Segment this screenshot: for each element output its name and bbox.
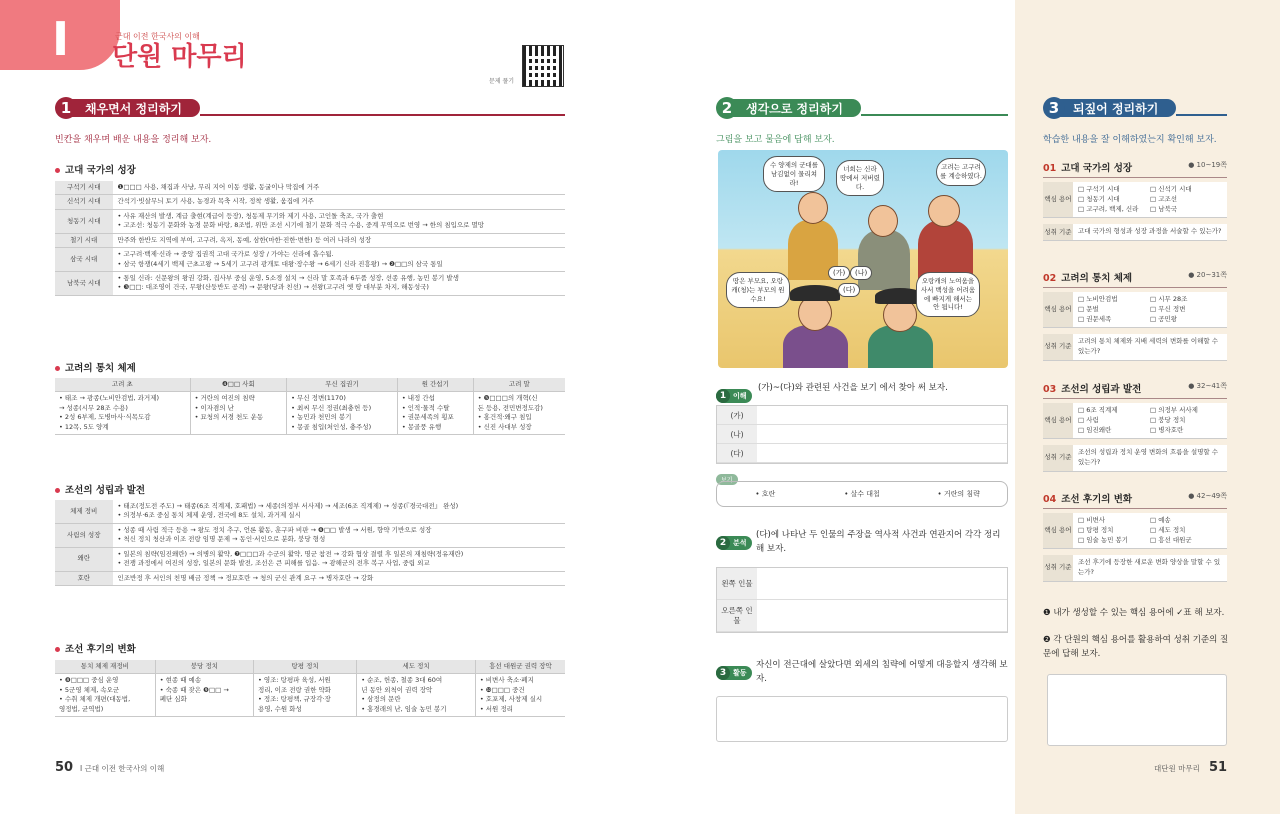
footer-left-text: Ⅰ 근대 이전 한국사의 이해 bbox=[80, 764, 165, 773]
cell-line: • 홍건적·왜구 침입 bbox=[477, 413, 532, 422]
cell-line: • ❿□□□ 중건 bbox=[479, 685, 525, 694]
q1-badge: 1 이해 bbox=[716, 383, 752, 403]
row-line: • 고구려·백제·신라 → 중앙 집권적 고대 국가로 성장 / 가야는 신라에 흡수됨. bbox=[117, 250, 334, 259]
section-1-header bbox=[55, 97, 565, 119]
answer-row[interactable] bbox=[717, 600, 1007, 632]
q2-text: (다)에 나타난 두 인물의 주장을 역사적 사건과 연관지어 각각 정리해 보자. bbox=[756, 530, 1001, 555]
table-cell bbox=[55, 392, 190, 435]
label-ga: (가) bbox=[828, 266, 850, 280]
term-checkbox[interactable]: □ 임술 농민 봉기 bbox=[1078, 535, 1129, 544]
row-line: • 통일 신라: 신문왕의 왕권 강화, 집사부 중심 운영, 5소경 설치 → 신라 말 호족과 6두품 성장, 선종 유행, 농민 봉기 발생 bbox=[117, 273, 459, 282]
page-title: 단원 마무리 bbox=[112, 42, 247, 72]
term-checkbox[interactable]: □ 사림 bbox=[1078, 415, 1099, 424]
bogi-box bbox=[716, 481, 1008, 507]
bogi-label: 보기 bbox=[716, 474, 738, 485]
speech-bubble-2: 너희는 신라 땅에서 저버렸다. bbox=[836, 160, 884, 196]
table-cell bbox=[55, 674, 155, 717]
cell-line: • 영조: 탕평파 육성, 서원 bbox=[257, 676, 331, 685]
row-content bbox=[113, 523, 565, 547]
table-row bbox=[55, 248, 565, 272]
cell-line: • 거란의 여진의 침략 bbox=[194, 394, 255, 403]
check-number: 04 bbox=[1043, 494, 1057, 505]
answer-label: (가) bbox=[717, 406, 757, 424]
term-checkbox[interactable]: □ 노비안검법 bbox=[1078, 295, 1118, 303]
cell-line: • 최씨 무신 정권(최충헌 등) bbox=[291, 403, 372, 412]
row-content bbox=[113, 571, 565, 585]
answer-box[interactable] bbox=[1047, 674, 1227, 746]
check-heading bbox=[1043, 381, 1227, 399]
row-line: • 성종 때 사림 적극 등용 → 왕도 정치 추구, 언론 활동, 훈구파 비판 → ❻□□ 발생 → 서원, 향약 기반으로 성장 bbox=[117, 525, 432, 534]
qr-code-icon[interactable] bbox=[522, 45, 564, 87]
qr-label: 문제 풀기 bbox=[489, 78, 515, 85]
warrior-figure bbox=[918, 220, 973, 280]
term-checkbox[interactable]: □ 문벌 bbox=[1078, 304, 1099, 313]
check-title: 고려의 통치 체제 bbox=[1061, 273, 1133, 284]
section-1-intro: 빈칸을 채우며 배운 내용을 정리해 보자. bbox=[55, 135, 212, 145]
cell-line: • 무신 정변(1170) bbox=[291, 394, 346, 403]
cell-line: • 비변사 축소·폐지 bbox=[479, 676, 534, 685]
criteria-text: 조선의 성립과 정치 운영 변화의 흐름을 설명할 수 있는가? bbox=[1073, 445, 1227, 471]
row-line: • 고조선: 청동기 문화와 농경 문화 바탕, 8조법, 위만 조선 시기에 철기 문화 적극 수용, 중계 무역으로 번영 → 한의 침입으로 멸망 bbox=[117, 221, 485, 230]
q3-badge: 3 활동 bbox=[716, 660, 752, 680]
joseon-table bbox=[55, 500, 565, 586]
unit-pretitle: 근대 이전 한국사의 이해 bbox=[115, 32, 200, 41]
bogi-item: • 호란 bbox=[755, 490, 776, 498]
q2-badge: 2 분석 bbox=[716, 530, 752, 550]
row-header: 왜란 bbox=[55, 547, 113, 571]
cell-line: • 권문세족의 횡포 bbox=[401, 413, 454, 422]
table-cell bbox=[190, 392, 287, 435]
cell-line: • ❺□□□의 개혁(신 bbox=[477, 394, 538, 403]
section-2-intro: 그림을 보고 물음에 답해 보자. bbox=[716, 135, 835, 145]
column-header: 고려 말 bbox=[473, 378, 565, 392]
check-pages: ● 42~49쪽 bbox=[1188, 492, 1227, 500]
answer-row[interactable] bbox=[717, 406, 1007, 425]
section-2-number: 2 bbox=[716, 97, 738, 119]
row-header: 남북국 시대 bbox=[55, 271, 113, 295]
answer-label: 오른쪽 인물 bbox=[717, 600, 757, 631]
check-heading bbox=[1043, 491, 1227, 509]
table-row bbox=[55, 181, 565, 195]
row-line: • 삼국 항쟁(4세기 백제 근초고왕 → 5세기 고구려 광개토 대왕·장수왕 → 6세기 신라 진흥왕) → ❷□□의 삼국 통일 bbox=[117, 259, 443, 268]
row-header: 삼국 시대 bbox=[55, 248, 113, 272]
check-title: 조선 후기의 변화 bbox=[1061, 494, 1133, 505]
row-content bbox=[113, 181, 565, 195]
row-header: 구석기 시대 bbox=[55, 181, 113, 195]
section-3-intro: 학습한 내용을 잘 이해하였는지 확인해 보자. bbox=[1043, 135, 1217, 145]
cell-line: 돈 등용, 전민변정도감) bbox=[477, 403, 543, 412]
row-content bbox=[113, 248, 565, 272]
cell-line: 정리, 이조 전랑 권한 약화 bbox=[257, 685, 332, 694]
row-line: • 전쟁 과정에서 여진의 성장, 일본의 문화 발전, 조선은 큰 피해를 입음. → 광해군의 전후 복구 사업, 중립 외교 bbox=[117, 559, 430, 568]
heading-ancient: 고대 국가의 성장 bbox=[55, 162, 136, 176]
speech-bubble-1: 수 양제의 군대를 남김없이 물리쳐라! bbox=[763, 156, 825, 192]
cell-line: • 정조: 탕평책, 규장각·장 bbox=[257, 695, 331, 704]
check-pages: ● 10~19쪽 bbox=[1188, 161, 1227, 169]
cell-line: 영정법, 균역법) bbox=[59, 704, 104, 713]
answer-row[interactable] bbox=[717, 425, 1007, 444]
row-header: 체제 정비 bbox=[55, 500, 113, 523]
column-header: 통치 체제 재정비 bbox=[55, 660, 155, 674]
cell-line: • ❽□□□ 중심 운영 bbox=[59, 676, 119, 685]
footer-right-text: 대단원 마무리 bbox=[1154, 764, 1200, 773]
cell-line: 용영, 수원 화성 bbox=[257, 704, 302, 713]
term-checkbox[interactable]: □ 임진왜란 bbox=[1078, 425, 1112, 434]
table-cell bbox=[473, 392, 565, 435]
check-block bbox=[1043, 270, 1227, 361]
row-header: 사림의 성장 bbox=[55, 523, 113, 547]
term-checkbox[interactable]: □ 탕평 정치 bbox=[1078, 525, 1114, 534]
term-checkbox[interactable]: □ 남북국 bbox=[1150, 204, 1178, 213]
speech-bubble-5: 오랑캐의 노여움을 사서 백성을 어려움에 빠지게 해서는 안 됩니다! bbox=[916, 272, 980, 317]
column-header: 탕평 정치 bbox=[253, 660, 356, 674]
row-content bbox=[113, 547, 565, 571]
term-checkbox[interactable]: □ 흥선 대원군 bbox=[1150, 535, 1192, 544]
heading-late: 조선 후기의 변화 bbox=[55, 641, 136, 655]
table-row bbox=[55, 500, 565, 523]
table-row bbox=[55, 523, 565, 547]
check-number: 02 bbox=[1043, 273, 1057, 284]
row-content bbox=[113, 271, 565, 295]
diplomat-figure bbox=[858, 230, 910, 290]
cell-line: 폐단 심화 bbox=[159, 695, 187, 704]
check-title: 조선의 성립과 발전 bbox=[1061, 384, 1142, 395]
cell-line: → 성종(시무 28조 수용) bbox=[59, 403, 128, 412]
row-header: 신석기 시대 bbox=[55, 195, 113, 209]
term-checkbox[interactable]: □ 의정부 서사제 bbox=[1150, 406, 1198, 414]
section-3-title: 되짚어 정리하기 bbox=[1059, 99, 1176, 117]
check-pages: ● 32~41쪽 bbox=[1188, 382, 1227, 390]
table-row bbox=[55, 571, 565, 585]
row-line: 간석기·빗살무늬 토기 사용, 농경과 목축 시작, 정착 생활, 움집에 거주 bbox=[117, 197, 314, 206]
historical-illustration bbox=[718, 150, 1008, 368]
terms-label: 핵심 용어 bbox=[1043, 513, 1073, 548]
late-joseon-table bbox=[55, 660, 565, 717]
row-line: • 척신 정치 청산과 이조 전랑 임명 문제 → 동인·서인으로 분화, 붕당 형성 bbox=[117, 535, 326, 544]
note-1: ❶ 내가 생성할 수 있는 핵심 용어에 ✓표 해 보자. bbox=[1043, 608, 1225, 618]
speech-bubble-4: 땅은 부모요, 오랑캐(청)는 부모의 원수요! bbox=[726, 272, 790, 308]
terms-label: 핵심 용어 bbox=[1043, 182, 1073, 217]
unit-number: Ⅰ bbox=[52, 12, 70, 66]
table-row bbox=[55, 209, 565, 233]
label-da: (다) bbox=[838, 283, 860, 297]
heading-goryeo: 고려의 통치 체제 bbox=[55, 360, 136, 374]
speech-bubble-3: 고려는 고구려를 계승하였다. bbox=[936, 158, 986, 186]
q1-text: (가)~(다)와 관련된 사건을 보기 에서 찾아 써 보자. bbox=[758, 383, 948, 393]
row-header: 호란 bbox=[55, 571, 113, 585]
check-block bbox=[1043, 491, 1227, 582]
section-2-header bbox=[716, 97, 1008, 119]
row-line: 인조반정 후 서인의 친명 배금 정책 → 정묘호란 → 청의 군신 관계 요구 → 병자호란 → 강화 bbox=[117, 573, 374, 582]
heading-joseon: 조선의 성립과 발전 bbox=[55, 482, 145, 496]
check-title: 고대 국가의 성장 bbox=[1061, 163, 1133, 174]
cell-line: • 호포제, 사창제 실시 bbox=[479, 695, 543, 704]
check-pages: ● 20~31쪽 bbox=[1188, 271, 1227, 279]
cell-line: • 현종 때 예송 bbox=[159, 676, 202, 685]
table-cell bbox=[357, 674, 476, 717]
row-header: 철기 시대 bbox=[55, 233, 113, 247]
cell-line: • 묘청의 서경 천도 운동 bbox=[194, 413, 264, 422]
criteria-label: 성취 기준 bbox=[1043, 445, 1073, 471]
table-header-row bbox=[55, 660, 565, 674]
table-row bbox=[55, 195, 565, 209]
table-row bbox=[55, 233, 565, 247]
cell-line: • 이자겸의 난 bbox=[194, 403, 234, 412]
cell-line: • 내정 간섭 bbox=[401, 394, 435, 403]
term-checkbox[interactable]: □ 신석기 시대 bbox=[1150, 185, 1192, 193]
term-checkbox[interactable]: □ 무신 정변 bbox=[1150, 304, 1186, 313]
check-number: 01 bbox=[1043, 163, 1057, 174]
cell-line: 년 동안 외척이 권력 장악 bbox=[361, 685, 433, 694]
column-header: 무신 집권기 bbox=[287, 378, 398, 392]
bogi-item: • 살수 대첩 bbox=[844, 490, 880, 498]
cell-line: • 삼정의 문란 bbox=[361, 695, 401, 704]
q2-answer-box[interactable] bbox=[716, 567, 1008, 633]
section-3-number: 3 bbox=[1043, 97, 1065, 119]
term-checkbox[interactable]: □ 비변사 bbox=[1078, 516, 1106, 524]
check-number: 03 bbox=[1043, 384, 1057, 395]
column-header: 붕당 정치 bbox=[155, 660, 253, 674]
table-header-row bbox=[55, 378, 565, 392]
bogi-item: • 거란의 침략 bbox=[937, 490, 980, 498]
section-3-header bbox=[1043, 97, 1227, 119]
cell-line: • 신진 사대부 성장 bbox=[477, 422, 532, 431]
criteria-label: 성취 기준 bbox=[1043, 334, 1073, 360]
column-header: 원 간섭기 bbox=[397, 378, 473, 392]
term-checkbox[interactable]: □ 병자호란 bbox=[1150, 425, 1184, 434]
cell-line: • 순조, 헌종, 철종 3대 60여 bbox=[361, 676, 443, 685]
table-row bbox=[55, 271, 565, 295]
answer-label: (다) bbox=[717, 444, 757, 462]
row-line: • 사유 재산의 발생, 계급 출현(계급이 등장), 청동제 무기와 제기 사용, 고인돌 축조, 국가 출현 bbox=[117, 211, 384, 220]
row-line: • ❸□□: 대조영이 건국, 무왕(산둥반도 공격) → 문왕(당과 친선) → 선왕(고구려 옛 땅 대부분 차지, 해동성국) bbox=[117, 283, 429, 292]
row-line: 만주와 한반도 지역에 부여, 고구려, 옥저, 동예, 삼한(마한·진한·변한) 등 여러 나라의 성장 bbox=[117, 235, 372, 244]
term-checkbox[interactable]: □ 고구려, 백제, 신라 bbox=[1078, 204, 1139, 213]
criteria-label: 성취 기준 bbox=[1043, 224, 1073, 240]
term-checkbox[interactable]: □ 공민왕 bbox=[1150, 314, 1178, 323]
terms-label: 핵심 용어 bbox=[1043, 292, 1073, 327]
table-cell bbox=[475, 674, 565, 717]
answer-row[interactable] bbox=[717, 444, 1007, 463]
term-checkbox[interactable]: □ 붕당 정치 bbox=[1150, 415, 1186, 424]
check-block bbox=[1043, 381, 1227, 472]
section-2-title: 생각으로 정리하기 bbox=[732, 99, 861, 117]
column-header: 고려 초 bbox=[55, 378, 190, 392]
column-header: 흥선 대원군 권력 장악 bbox=[475, 660, 565, 674]
q3-text: 자신이 전근대에 살았다면 외세의 침략에 어떻게 대응할지 생각해 보자. bbox=[756, 660, 1008, 685]
cell-line: • 인적·물적 수탈 bbox=[401, 403, 450, 412]
page-number-left: 50 bbox=[55, 760, 74, 775]
criteria-label: 성취 기준 bbox=[1043, 555, 1073, 581]
term-checkbox[interactable]: □ 청동기 시대 bbox=[1078, 194, 1120, 203]
page-number-right: 51 bbox=[1209, 760, 1228, 775]
table-cell bbox=[397, 392, 473, 435]
criteria-text: 고대 국가의 형성과 성장 과정을 서술할 수 있는가? bbox=[1073, 224, 1227, 240]
row-line: • 의정부·6조 중심 통치 체제 운영, 전국에 8도 설치, 과거제 실시 bbox=[117, 511, 301, 520]
answer-label: (나) bbox=[717, 425, 757, 443]
cell-line: • 5군영 체제, 속오군 bbox=[59, 685, 120, 694]
term-checkbox[interactable]: □ 권문세족 bbox=[1078, 314, 1112, 323]
q1-answer-box[interactable] bbox=[716, 405, 1008, 464]
term-checkbox[interactable]: □ 6조 직계제 bbox=[1078, 406, 1118, 414]
cell-line: • 태조 → 광종(노비안검법, 과거제) bbox=[59, 394, 160, 403]
term-checkbox[interactable]: □ 예송 bbox=[1150, 516, 1171, 524]
criteria-text: 조선 후기에 등장한 새로운 변화 양상을 말할 수 있는가? bbox=[1073, 555, 1227, 581]
cell-line: • 12목, 5도 양계 bbox=[59, 422, 109, 431]
check-heading bbox=[1043, 270, 1227, 288]
row-content bbox=[113, 209, 565, 233]
note-2: ❷ 각 단원의 핵심 용어를 활용하여 성취 기준의 질문에 답해 보자. bbox=[1043, 635, 1229, 659]
terms-label: 핵심 용어 bbox=[1043, 403, 1073, 438]
q3-answer-box[interactable] bbox=[716, 696, 1008, 742]
term-checkbox[interactable]: □ 시무 28조 bbox=[1150, 295, 1188, 303]
term-checkbox[interactable]: □ 구석기 시대 bbox=[1078, 185, 1120, 193]
cell-line: • 농민과 천민의 봉기 bbox=[291, 413, 352, 422]
table-cell bbox=[155, 674, 253, 717]
cell-line: • 몽골풍 유행 bbox=[401, 422, 442, 431]
row-content bbox=[113, 500, 565, 523]
criteria-text: 고려의 통치 체제와 지배 세력의 변화를 이해할 수 있는가? bbox=[1073, 334, 1227, 360]
unit-roman-badge bbox=[0, 0, 120, 70]
column-header: ❹□□ 사회 bbox=[190, 378, 287, 392]
table-cell bbox=[287, 392, 398, 435]
table-cell bbox=[253, 674, 356, 717]
table-row bbox=[55, 392, 565, 435]
check-block bbox=[1043, 160, 1227, 241]
term-checkbox[interactable]: □ 세도 정치 bbox=[1150, 525, 1186, 534]
section-1-number: 1 bbox=[55, 97, 77, 119]
cell-line: • 서원 정리 bbox=[479, 704, 513, 713]
term-checkbox[interactable]: □ 고조선 bbox=[1150, 194, 1178, 203]
row-header: 청동기 시대 bbox=[55, 209, 113, 233]
goryeo-table bbox=[55, 378, 565, 435]
table-row bbox=[55, 674, 565, 717]
cell-line: • 2성 6부제, 도병마사·식목도감 bbox=[59, 413, 151, 422]
ancient-table bbox=[55, 181, 565, 296]
table-row bbox=[55, 547, 565, 571]
label-na: (나) bbox=[850, 266, 872, 280]
answer-label: 왼쪽 인물 bbox=[717, 568, 757, 599]
answer-row[interactable] bbox=[717, 568, 1007, 600]
cell-line: • 숙종 때 잦은 ❾□□ → bbox=[159, 685, 229, 694]
row-line: ❶□□□ 사용, 채집과 사냥, 무리 지어 이동 생활, 동굴이나 막집에 거주 bbox=[117, 183, 320, 191]
section-1-title: 채우면서 정리하기 bbox=[71, 99, 200, 117]
row-line: • 태조(정도전 주도) → 태종(6조 직계제, 호패법) → 세종(의정부 서사제) → 세조(6조 직계제) → 성종(『경국대전』 완성) bbox=[117, 502, 459, 510]
row-content bbox=[113, 195, 565, 209]
cell-line: • 홍경래의 난, 임술 농민 봉기 bbox=[361, 704, 447, 713]
check-heading bbox=[1043, 160, 1227, 178]
cell-line: • 수취 체제 개편(대동법, bbox=[59, 695, 131, 704]
cell-line: • 몽골 침입(처인성, 충주성) bbox=[291, 422, 372, 431]
row-content bbox=[113, 233, 565, 247]
left-official-figure bbox=[783, 325, 848, 368]
column-header: 세도 정치 bbox=[357, 660, 476, 674]
row-line: • 일본의 침략(임진왜란) → 의병의 활약, ❼□□□과 수군의 활약, 명군 참전 → 강화 협상 결렬 후 일본의 재침략(정유재란) bbox=[117, 549, 464, 558]
